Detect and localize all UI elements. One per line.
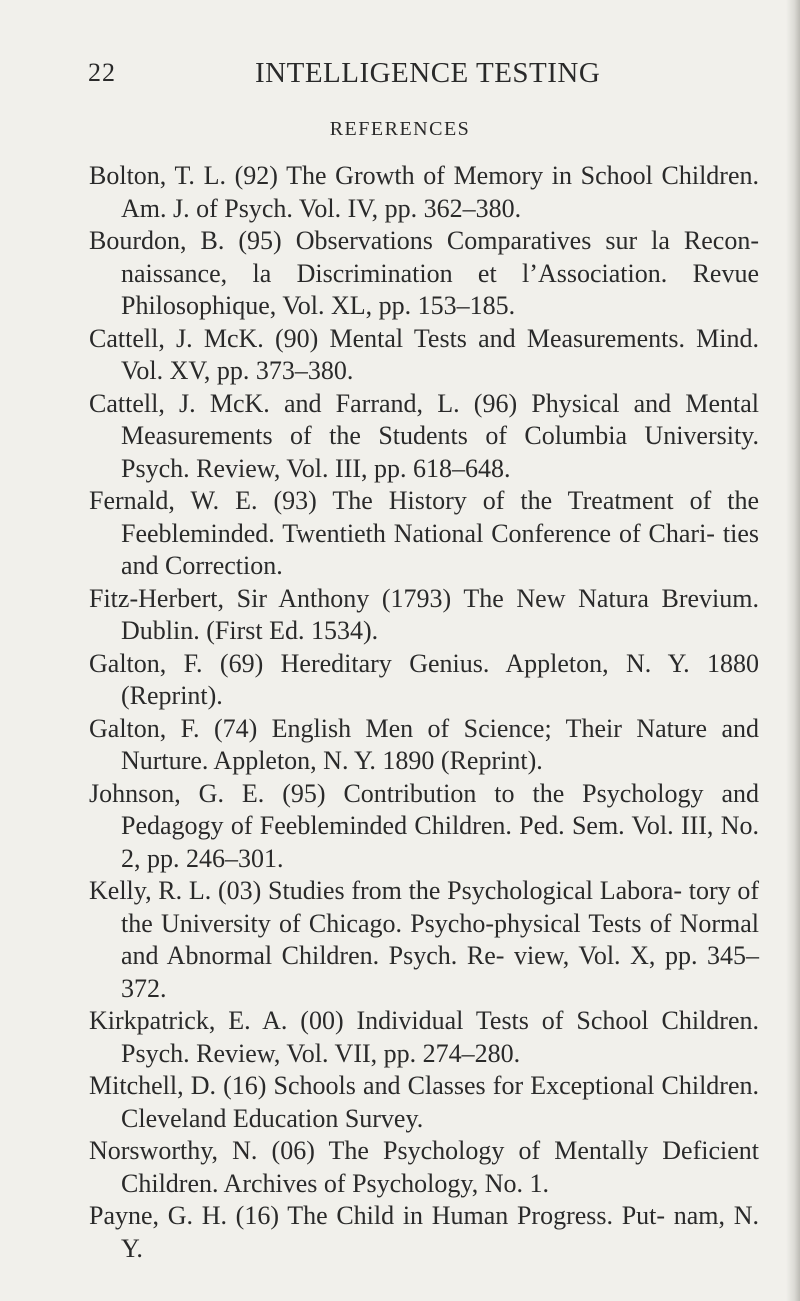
reference-entry: Bourdon, B. (95) Observations Comparatives sur la Recon- naissance, la Discrimination et l’Association. Revue Philosophique, Vol. XL, pp. 153–185. [89, 226, 759, 320]
section-title: REFERENCES [329, 118, 471, 140]
reference-entry: Fitz-Herbert, Sir Anthony (1793) The New Natura Brevium. Dublin. (First Ed. 1534). [89, 583, 759, 645]
reference-entry: Fernald, W. E. (93) The History of the Treatment of the Feebleminded. Twentieth National Conference of Chari- ties and Correction. [89, 486, 759, 580]
reference-entry: Johnson, G. E. (95) Contribution to the Psychology and Pedagogy of Feebleminded Children. Ped. Sem. Vol. III, No. 2, pp. 246–301. [89, 778, 759, 873]
reference-entry: Galton, F. (69) Hereditary Genius. Appleton, N. Y. 1880 (Reprint). [89, 648, 759, 710]
references-list [89, 160, 759, 1265]
reference-entry: Payne, G. H. (16) The Child in Human Progress. Put- nam, N. Y. [89, 1201, 759, 1263]
reference-entry: Cattell, J. McK. and Farrand, L. (96) Physical and Mental Measurements of the Students of Columbia University. Psych. Review, Vol. III, pp. 618–648. [89, 388, 759, 483]
reference-entry: Cattell, J. McK. (90) Mental Tests and Measurements. Mind. Vol. XV, pp. 373–380. [89, 323, 759, 385]
running-head: INTELLIGENCE TESTING [255, 57, 601, 89]
page-number: 22 [88, 58, 116, 87]
reference-entry: Galton, F. (74) English Men of Science; Their Nature and Nurture. Appleton, N. Y. 1890 (Reprint). [89, 713, 759, 775]
reference-entry: Kelly, R. L. (03) Studies from the Psychological Labora- tory of the University of Chicago. Psycho-physical Tests of Normal and Abnormal Children. Psych. Re- view, Vol. X, pp. 345–372. [89, 876, 759, 1003]
reference-entry: Kirkpatrick, E. A. (00) Individual Tests of School Children. Psych. Review, Vol. VII, pp. 274–280. [89, 1006, 759, 1068]
page-edge-shadow [786, 0, 800, 1301]
reference-entry: Bolton, T. L. (92) The Growth of Memory in School Children. Am. J. of Psych. Vol. IV, pp. 362–380. [89, 161, 759, 223]
reference-entry: Norsworthy, N. (06) The Psychology of Mentally Deficient Children. Archives of Psychology, No. 1. [89, 1136, 759, 1198]
reference-entry: Mitchell, D. (16) Schools and Classes for Exceptional Children. Cleveland Education Survey. [89, 1071, 759, 1133]
